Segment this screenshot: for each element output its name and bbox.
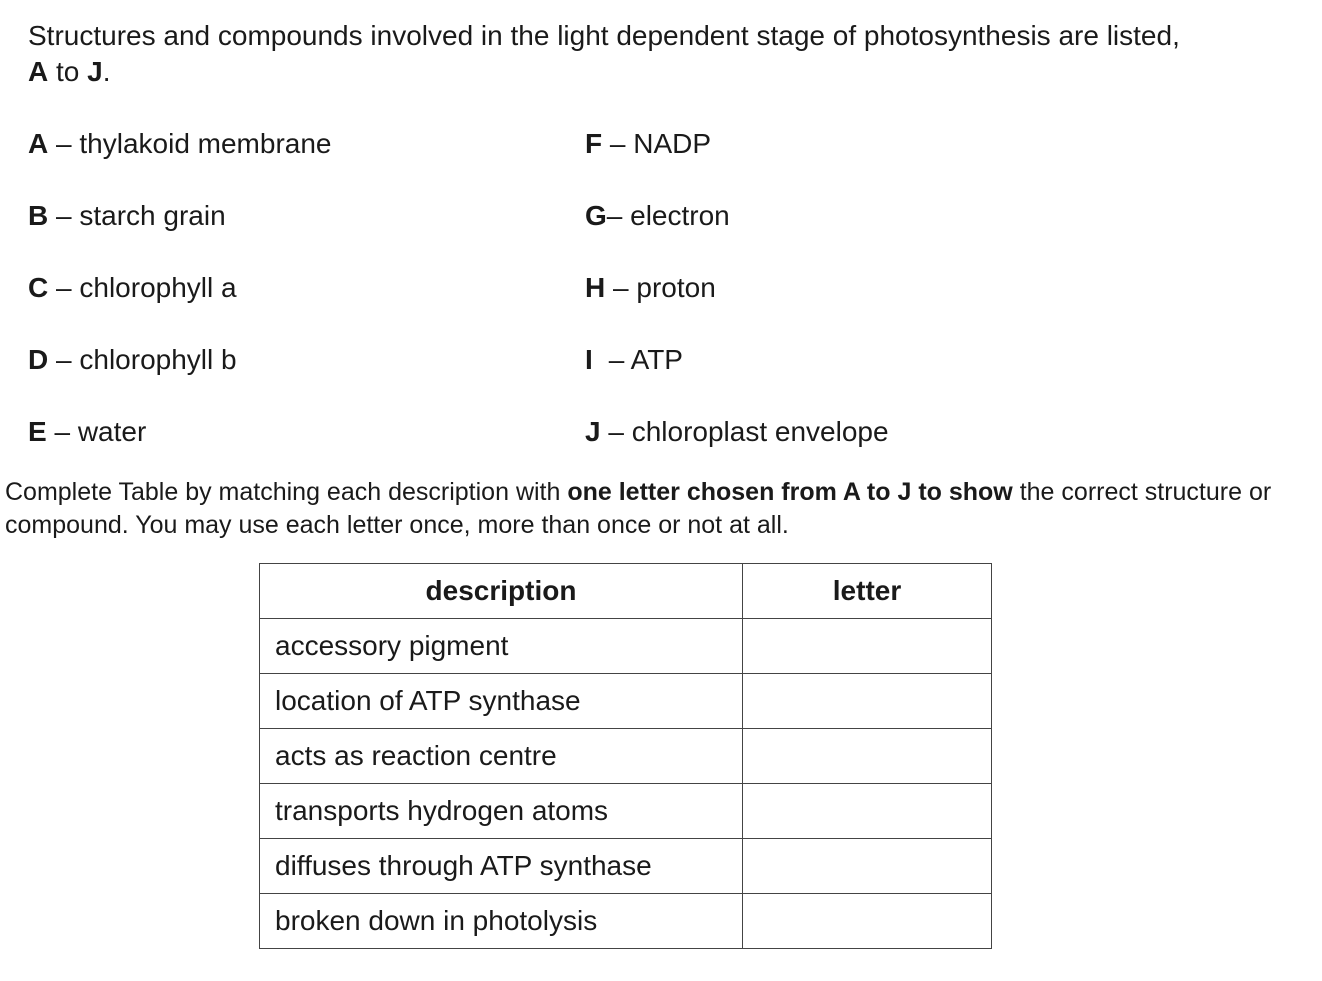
option-letter: H: [585, 272, 606, 303]
option-text: NADP: [633, 128, 712, 159]
option-separator: –: [56, 200, 72, 231]
intro-text: Structures and compounds involved in the light dependent stage of photosynthesis are listed,: [28, 20, 1180, 51]
table-row: [260, 729, 992, 784]
header-description: description: [260, 564, 743, 619]
letter-answer-cell[interactable]: [743, 894, 992, 949]
option-text: chlorophyll a: [79, 272, 237, 303]
range-from: A: [28, 56, 49, 87]
option-h: [585, 270, 1145, 342]
option-separator: –: [56, 344, 72, 375]
option-separator: –: [608, 416, 624, 447]
table-row: [260, 619, 992, 674]
option-i: [585, 342, 1145, 414]
option-separator: –: [56, 128, 72, 159]
option-a: [28, 126, 585, 198]
options-list: [28, 126, 1145, 486]
option-letter: I: [585, 344, 593, 375]
answer-table: [259, 563, 992, 949]
description-cell: transports hydrogen atoms: [260, 784, 743, 839]
option-text: starch grain: [79, 200, 226, 231]
option-text: thylakoid membrane: [79, 128, 332, 159]
option-separator: –: [56, 272, 72, 303]
letter-answer-cell[interactable]: [743, 729, 992, 784]
option-separator: –: [613, 272, 629, 303]
option-letter: D: [28, 344, 49, 375]
instructions-bold: one letter chosen from A to J to show: [567, 478, 1013, 506]
option-b: [28, 198, 585, 270]
header-letter: letter: [743, 564, 992, 619]
option-g: [585, 198, 1145, 270]
option-letter: J: [585, 416, 601, 447]
range-end: .: [102, 56, 111, 87]
description-cell: accessory pigment: [260, 619, 743, 674]
option-f: [585, 126, 1145, 198]
range-to-word: to: [56, 56, 80, 87]
option-letter: C: [28, 272, 49, 303]
letter-answer-cell[interactable]: [743, 784, 992, 839]
option-separator: –: [608, 344, 625, 375]
table-row: [260, 894, 992, 949]
range-to: J: [87, 56, 103, 87]
option-separator: –: [54, 416, 71, 447]
option-c: [28, 270, 585, 342]
instructions-part1: Complete Table by matching each description with: [5, 478, 568, 506]
description-cell: diffuses through ATP synthase: [260, 839, 743, 894]
option-letter: B: [28, 200, 49, 231]
option-text: ATP: [630, 344, 683, 375]
table-row: [260, 674, 992, 729]
option-letter: A: [28, 128, 49, 159]
option-text: water: [77, 416, 147, 447]
option-text: electron: [630, 200, 730, 231]
letter-answer-cell[interactable]: [743, 674, 992, 729]
instructions: [5, 476, 1305, 542]
table-row: [260, 784, 992, 839]
option-text: chloroplast envelope: [631, 416, 889, 447]
letter-answer-cell[interactable]: [743, 839, 992, 894]
option-separator: –: [606, 200, 623, 231]
description-cell: broken down in photolysis: [260, 894, 743, 949]
option-letter: G: [585, 200, 607, 231]
letter-answer-cell[interactable]: [743, 619, 992, 674]
option-letter: E: [28, 416, 47, 447]
option-d: [28, 342, 585, 414]
description-cell: location of ATP synthase: [260, 674, 743, 729]
table-row: [260, 839, 992, 894]
option-text: proton: [636, 272, 716, 303]
option-letter: F: [585, 128, 603, 159]
question-intro: [28, 18, 1308, 90]
table-header-row: [260, 564, 992, 619]
instructions-part2: the correct structure or compound. You may use each letter once, more than once or not at all.: [5, 478, 1272, 539]
option-text: chlorophyll b: [79, 344, 237, 375]
option-separator: –: [609, 128, 626, 159]
description-cell: acts as reaction centre: [260, 729, 743, 784]
